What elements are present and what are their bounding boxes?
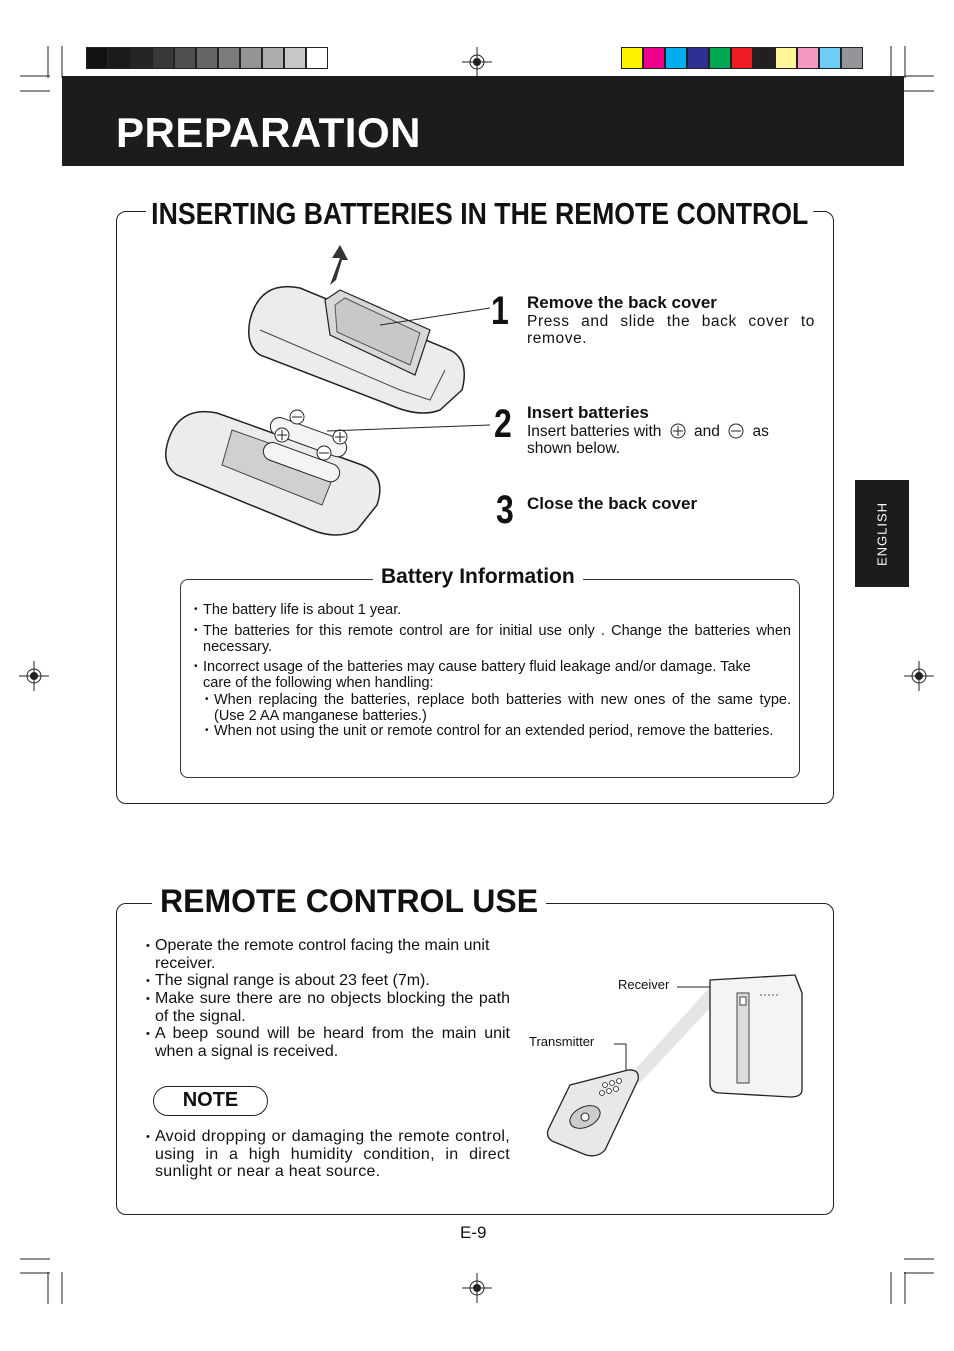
note-label: NOTE [153, 1086, 268, 1116]
language-tab [855, 480, 909, 587]
gray-swatch [306, 47, 328, 69]
note-text: • Avoid dropping or damaging the remote control, using in a high humidity condition, in direct sunlight or near a heat source. [146, 1128, 510, 1180]
color-swatch-bar [621, 47, 863, 69]
remote-use-bullet: • The signal range is about 23 feet (7m). [146, 972, 430, 989]
receiver-label: Receiver [618, 977, 670, 992]
remote-use-section-title: REMOTE CONTROL USE [152, 883, 546, 920]
step-2-text-before: Insert batteries with [527, 423, 662, 440]
step-2-number: 2 [494, 402, 512, 446]
color-swatch [797, 47, 819, 69]
color-swatch [665, 47, 687, 69]
remote-use-bullet: • Operate the remote control facing the main unit receiver. [146, 937, 490, 972]
gray-swatch [196, 47, 218, 69]
gray-swatch [152, 47, 174, 69]
remote-use-bullet: • A beep sound will be heard from the main unit when a signal is received. [146, 1025, 510, 1060]
gray-swatch [284, 47, 306, 69]
color-swatch [731, 47, 753, 69]
step-2-text-line2: shown below. [527, 440, 621, 457]
transmitter-label: Transmitter [529, 1034, 595, 1049]
page-title: PREPARATION [116, 109, 421, 156]
remote-battery-compartment-illustration [162, 405, 402, 555]
gray-swatch [108, 47, 130, 69]
step-1-number: 1 [491, 289, 509, 333]
color-swatch [775, 47, 797, 69]
color-swatch [687, 47, 709, 69]
gray-swatch-bar [86, 47, 328, 69]
step-3-number: 3 [496, 488, 514, 532]
header-bar [62, 76, 904, 166]
registration-target-icon [904, 661, 934, 691]
step-2-title: Insert batteries [527, 403, 649, 422]
step-2-text-mid: and [694, 423, 720, 440]
step-2-text [527, 423, 815, 457]
remote-signal-illustration [540, 965, 830, 1165]
registration-target-icon [462, 47, 492, 77]
gray-swatch [240, 47, 262, 69]
battery-info-bullet: • The battery life is about 1 year. [194, 602, 402, 618]
color-swatch [753, 47, 775, 69]
color-swatch [841, 47, 863, 69]
color-swatch [621, 47, 643, 69]
remote-back-cover-illustration [240, 250, 480, 430]
battery-info-sub-bullet: • When replacing the batteries, replace both batteries with new ones of the same type. (Use 2 AA manganese batteries.) [205, 692, 791, 724]
step-1-title: Remove the back cover [527, 293, 717, 312]
registration-target-icon [19, 661, 49, 691]
color-swatch [819, 47, 841, 69]
gray-swatch [262, 47, 284, 69]
gray-swatch [174, 47, 196, 69]
minus-terminal-icon [728, 423, 744, 439]
plus-terminal-icon [670, 423, 686, 439]
color-swatch [643, 47, 665, 69]
remote-use-bullet: • Make sure there are no objects blocking the path of the signal. [146, 990, 510, 1025]
battery-info-bullet: • Incorrect usage of the batteries may cause battery fluid leakage and/or damage. Take care of the following when handling: [194, 659, 751, 691]
step-1-text: Press and slide the back cover to remove. [527, 313, 815, 347]
gray-swatch [130, 47, 152, 69]
battery-info-sub-bullet: • When not using the unit or remote control for an extended period, remove the batteries. [205, 723, 774, 739]
step-3-title: Close the back cover [527, 494, 698, 513]
battery-info-title: Battery Information [373, 565, 583, 589]
gray-swatch [86, 47, 108, 69]
language-tab-label: ENGLISH [874, 501, 890, 567]
step-2-text-after: as [752, 423, 769, 440]
color-swatch [709, 47, 731, 69]
battery-info-bullet: • The batteries for this remote control are for initial use only . Change the batteries when necessary. [194, 623, 791, 655]
page-number: E-9 [460, 1223, 487, 1242]
registration-target-icon [462, 1273, 492, 1303]
batteries-section-title: INSERTING BATTERIES IN THE REMOTE CONTROL [146, 196, 813, 232]
gray-swatch [218, 47, 240, 69]
